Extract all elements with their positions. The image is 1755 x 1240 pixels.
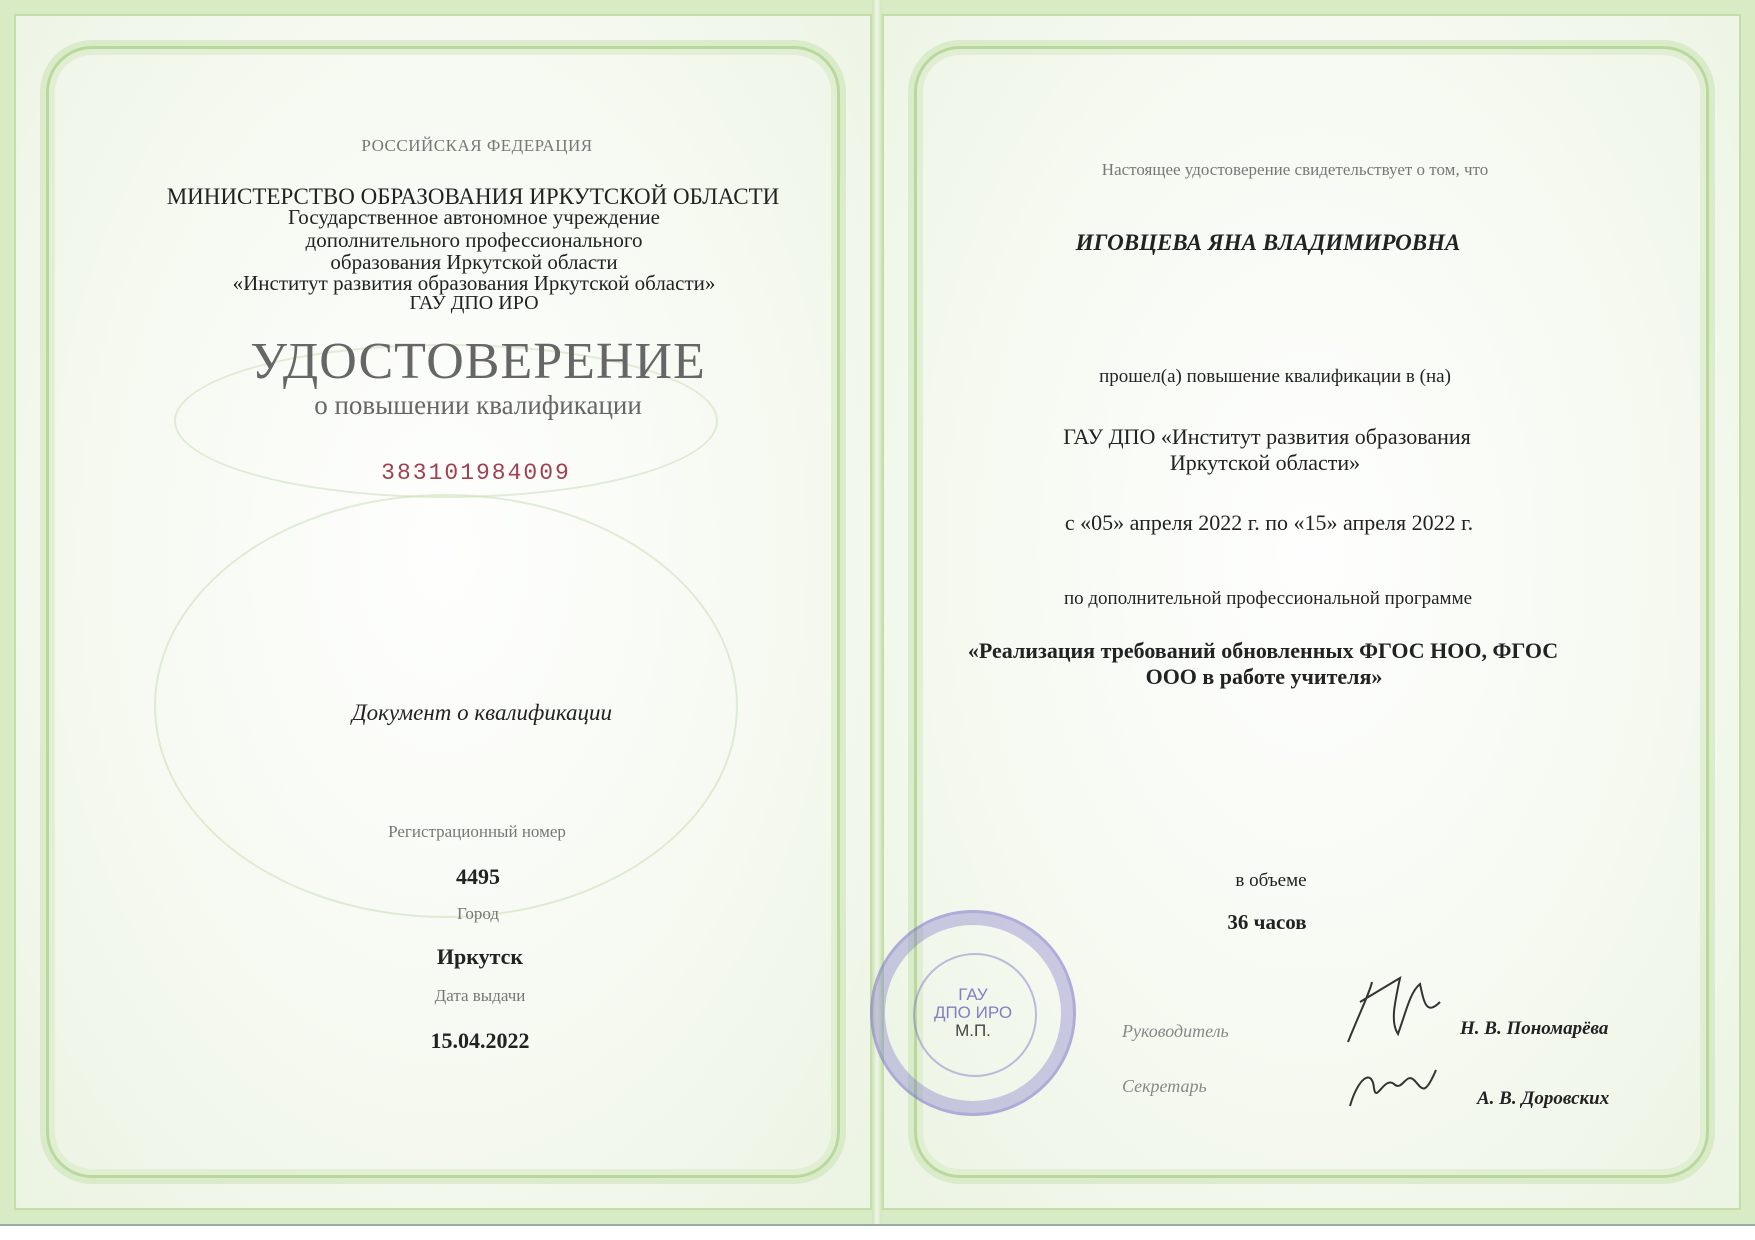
program-name-line-2: ООО в работе учителя» (1145, 664, 1383, 689)
organization-line-2: Иркутской области» (1169, 450, 1361, 475)
volume-value: 36 часов (1227, 910, 1307, 934)
secretary-signature (1344, 1058, 1444, 1118)
document-type: Документ о квалификации (351, 700, 613, 725)
secretary-label: Секретарь (1122, 1076, 1207, 1096)
training-period: с «05» апреля 2022 г. по «15» апреля 2022 г. (1064, 510, 1474, 535)
seal-text (934, 986, 1012, 1040)
passed-text: прошел(а) повышение квалификации в (на) (1099, 366, 1451, 387)
left-page (14, 14, 872, 1210)
program-name-line-1: «Реализация требований обновленных ФГОС НОО, ФГОС (967, 638, 1559, 663)
official-seal (870, 910, 1076, 1116)
issue-date: 15.04.2022 (430, 1028, 530, 1053)
issue-date-label: Дата выдачи (434, 986, 526, 1005)
serial-number: 383101984009 (381, 460, 571, 486)
seal-line-3: М.П. (955, 1021, 991, 1040)
seal-line-1: ГАУ (958, 985, 988, 1004)
city-value: Иркутск (436, 944, 524, 969)
country-label: РОССИЙСКАЯ ФЕДЕРАЦИЯ (361, 136, 593, 155)
head-signature (1340, 972, 1450, 1052)
volume-label: в объеме (1235, 870, 1307, 891)
institution-line-5: ГАУ ДПО ИРО (409, 292, 539, 314)
institution-line-4: «Институт развития образования Иркутской области» (232, 271, 716, 295)
institution-line-3: образования Иркутской области (330, 250, 618, 274)
bottom-edge (0, 1224, 1755, 1226)
head-label: Руководитель (1122, 1021, 1229, 1041)
person-name: ИГОВЦЕВА ЯНА ВЛАДИМИРОВНА (1075, 230, 1461, 255)
institution-line-2: дополнительного профессионального (305, 228, 643, 252)
reg-number-label: Регистрационный номер (388, 822, 566, 841)
program-label: по дополнительной профессиональной программе (1063, 588, 1473, 609)
document-subtitle: о повышении квалификации (314, 390, 642, 420)
seal-line-2: ДПО ИРО (933, 1003, 1013, 1022)
city-label: Город (457, 904, 499, 923)
organization-line-1: ГАУ ДПО «Институт развития образования (1063, 424, 1471, 449)
ministry-title: МИНИСТЕРСТВО ОБРАЗОВАНИЯ ИРКУТСКОЙ ОБЛАСТИ (166, 184, 780, 209)
reg-number: 4495 (456, 864, 500, 889)
head-name: Н. В. Пономарёва (1460, 1018, 1609, 1039)
intro-text: Настоящее удостоверение свидетельствует о том, что (1101, 160, 1489, 179)
institution-line-1: Государственное автономное учреждение (288, 205, 660, 229)
secretary-name: А. В. Доровских (1477, 1088, 1610, 1109)
document-title: УДОСТОВЕРЕНИЕ (250, 333, 706, 390)
